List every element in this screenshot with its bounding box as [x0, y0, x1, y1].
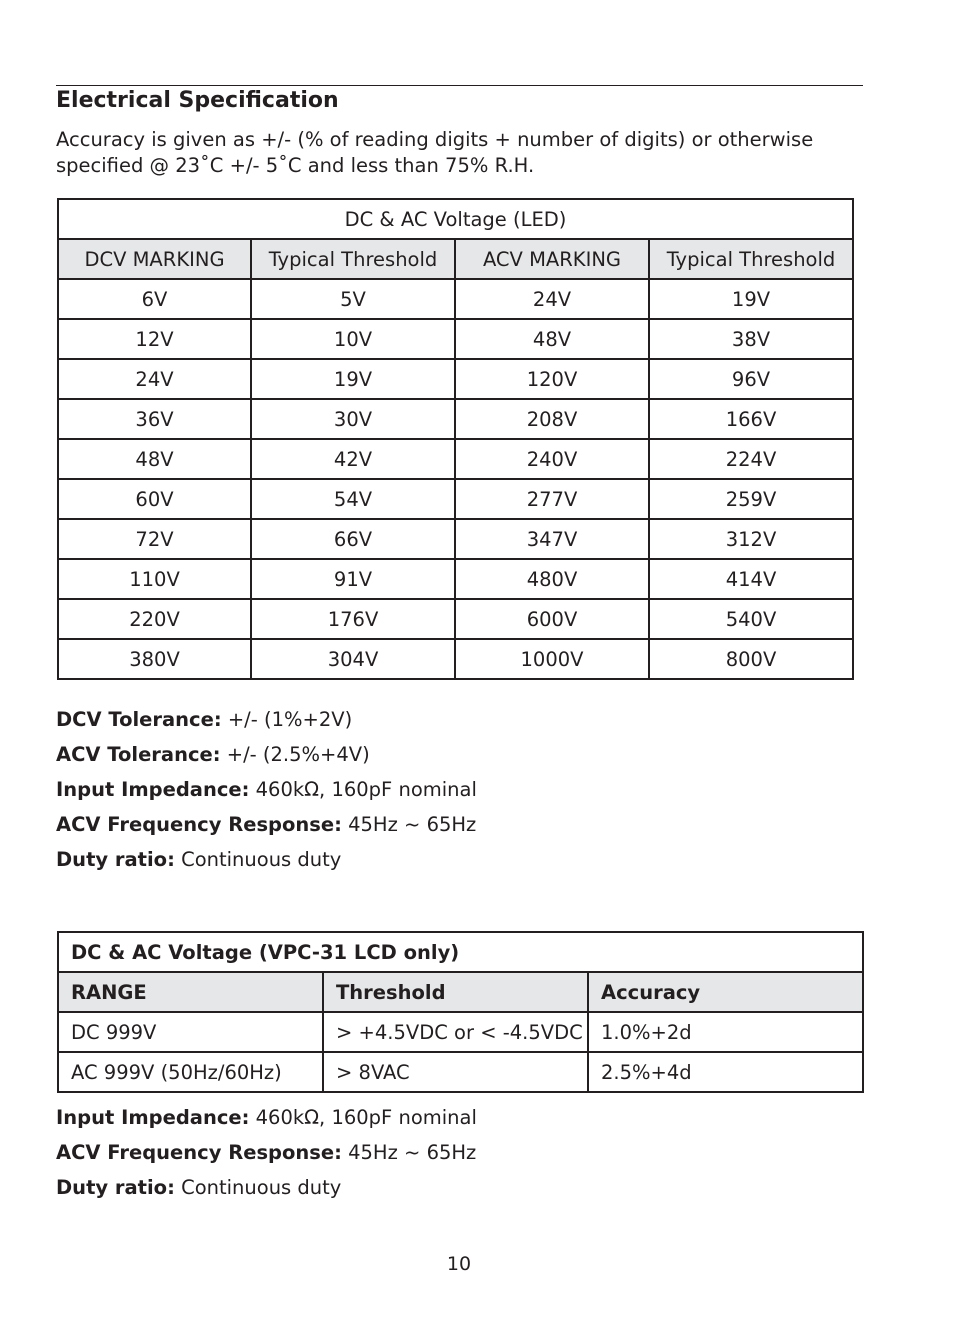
table-cell: 6V [58, 279, 251, 319]
table-cell: 304V [251, 639, 455, 679]
table-cell: 220V [58, 599, 251, 639]
column-header: ACV MARKING [455, 239, 649, 279]
lcd-voltage-table [57, 931, 864, 1093]
spec-note-label: Input Impedance: [56, 1106, 250, 1129]
column-header: Typical Threshold [649, 239, 853, 279]
table-row [58, 1012, 863, 1052]
table-cell: 208V [455, 399, 649, 439]
table-cell: 96V [649, 359, 853, 399]
table-cell: 38V [649, 319, 853, 359]
spec-note-value: Continuous duty [174, 1176, 342, 1199]
spec-note [56, 1140, 477, 1175]
table-cell: DC 999V [58, 1012, 323, 1052]
table-header-row [58, 239, 853, 279]
table-cell: 48V [58, 439, 251, 479]
table-cell: 800V [649, 639, 853, 679]
table-row [58, 1052, 863, 1092]
spec-note [56, 742, 477, 777]
table-cell: 19V [251, 359, 455, 399]
table-cell: 10V [251, 319, 455, 359]
table-row [58, 639, 853, 679]
column-header: Threshold [323, 972, 588, 1012]
table-cell: 259V [649, 479, 853, 519]
table-cell: 5V [251, 279, 455, 319]
table-caption: DC & AC Voltage (VPC-31 LCD only) [58, 932, 863, 972]
table-cell: 1.0%+2d [588, 1012, 863, 1052]
table-row [58, 479, 853, 519]
table-cell: 24V [455, 279, 649, 319]
table-caption: DC & AC Voltage (LED) [58, 199, 853, 239]
intro-line-2: specified @ 23˚C +/- 5˚C and less than 75% R.H. [56, 154, 535, 177]
column-header: DCV MARKING [58, 239, 251, 279]
table-cell: 1000V [455, 639, 649, 679]
table-cell: 12V [58, 319, 251, 359]
column-header: RANGE [58, 972, 323, 1012]
table-cell: 347V [455, 519, 649, 559]
spec-note-label: ACV Tolerance: [56, 743, 221, 766]
page-number: 10 [446, 1253, 472, 1275]
spec-note-value: 460kΩ, 160pF nominal [249, 778, 477, 801]
table-cell: 66V [251, 519, 455, 559]
table-caption-row [58, 199, 853, 239]
spec-note [56, 812, 477, 847]
table-cell: 120V [455, 359, 649, 399]
table-cell: 380V [58, 639, 251, 679]
table-row [58, 439, 853, 479]
spec-note [56, 1105, 477, 1140]
table-cell: 60V [58, 479, 251, 519]
column-header: Accuracy [588, 972, 863, 1012]
spec-note-label: ACV Frequency Response: [56, 813, 342, 836]
spec-note-value: Continuous duty [174, 848, 342, 871]
table-cell: > +4.5VDC or < -4.5VDC [323, 1012, 588, 1052]
spec-note-label: Duty ratio: [56, 848, 175, 871]
spec-note-label: Duty ratio: [56, 1176, 175, 1199]
table-cell: 2.5%+4d [588, 1052, 863, 1092]
spec-note-value: +/- (1%+2V) [221, 708, 353, 731]
led-voltage-table [57, 198, 854, 680]
table-row [58, 559, 853, 599]
table-cell: 240V [455, 439, 649, 479]
table-cell: 176V [251, 599, 455, 639]
led-notes-list [56, 707, 477, 882]
spec-note [56, 1175, 477, 1210]
table-cell: 540V [649, 599, 853, 639]
intro-text [56, 127, 856, 179]
spec-note-value: 45Hz ~ 65Hz [341, 1141, 477, 1164]
spec-note [56, 707, 477, 742]
spec-note-label: Input Impedance: [56, 778, 250, 801]
section-heading: Electrical Specification [56, 88, 339, 113]
table-cell: 414V [649, 559, 853, 599]
table-cell: 42V [251, 439, 455, 479]
table-row [58, 519, 853, 559]
spec-note [56, 777, 477, 812]
spec-note-value: +/- (2.5%+4V) [220, 743, 370, 766]
table-cell: 277V [455, 479, 649, 519]
table-row [58, 399, 853, 439]
table-cell: 30V [251, 399, 455, 439]
lcd-notes-list [56, 1105, 477, 1210]
table-cell: 72V [58, 519, 251, 559]
table-cell: 166V [649, 399, 853, 439]
spec-note [56, 847, 477, 882]
table-row [58, 359, 853, 399]
table-cell: AC 999V (50Hz/60Hz) [58, 1052, 323, 1092]
table-cell: 312V [649, 519, 853, 559]
table-cell: 110V [58, 559, 251, 599]
table-cell: 19V [649, 279, 853, 319]
table-cell: 600V [455, 599, 649, 639]
spec-note-value: 45Hz ~ 65Hz [341, 813, 477, 836]
spec-note-label: ACV Frequency Response: [56, 1141, 342, 1164]
table-cell: 54V [251, 479, 455, 519]
column-header: Typical Threshold [251, 239, 455, 279]
table-cell: 36V [58, 399, 251, 439]
table-cell: 91V [251, 559, 455, 599]
table-row [58, 599, 853, 639]
table-caption-row [58, 932, 863, 972]
table-cell: 24V [58, 359, 251, 399]
spec-note-label: DCV Tolerance: [56, 708, 222, 731]
table-row [58, 319, 853, 359]
intro-line-1: Accuracy is given as +/- (% of reading digits + number of digits) or otherwise [56, 128, 814, 151]
table-header-row [58, 972, 863, 1012]
table-cell: 224V [649, 439, 853, 479]
spec-note-value: 460kΩ, 160pF nominal [249, 1106, 477, 1129]
table-row [58, 279, 853, 319]
table-cell: > 8VAC [323, 1052, 588, 1092]
table-cell: 48V [455, 319, 649, 359]
table-cell: 480V [455, 559, 649, 599]
